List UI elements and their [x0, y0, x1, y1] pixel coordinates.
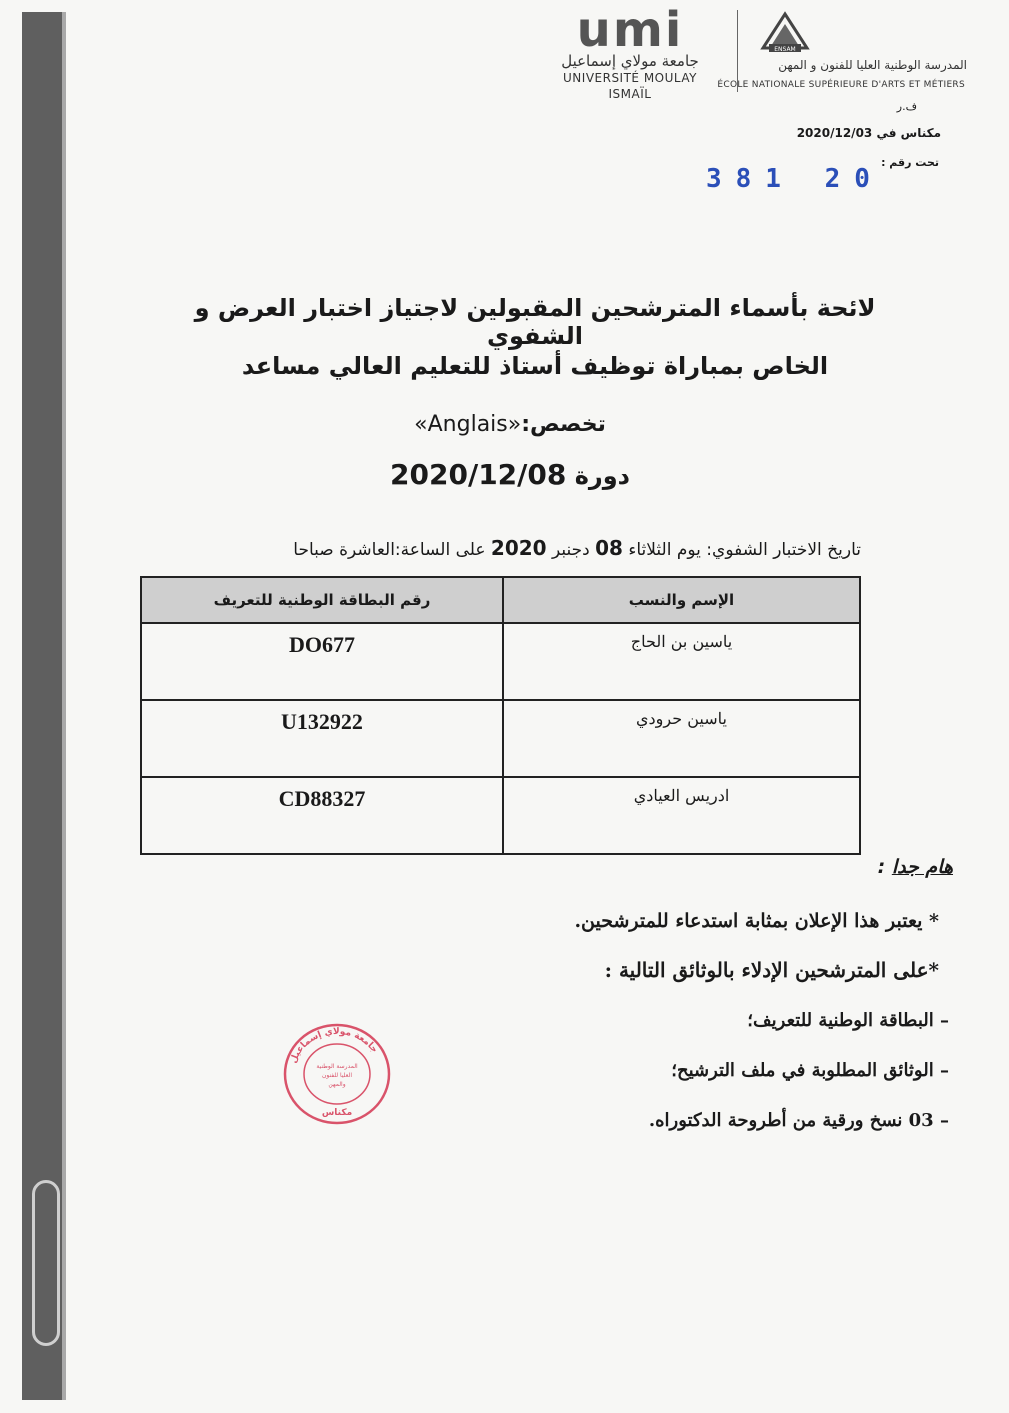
- umi-name-fr: UNIVERSITÉ MOULAY ISMAÏL: [563, 71, 697, 101]
- svg-text:جامعة مولاي إسماعيل: جامعة مولاي إسماعيل: [288, 1026, 380, 1065]
- document-title-line2: الخاص بمباراة توظيف أستاذ للتعليم العالي مساعد: [241, 352, 829, 380]
- required-document-item: – 03 نسخ ورقية من أطروحة الدكتوراه.: [648, 1110, 949, 1131]
- important-label: هام جدا: [891, 856, 953, 878]
- specialty: [300, 412, 720, 437]
- header-name: الإسم والنسب: [503, 577, 860, 623]
- svg-text:ENSAM: ENSAM: [774, 46, 796, 53]
- svg-text:والمهن: والمهن: [328, 1081, 346, 1088]
- name-cell: ادريس العيادي: [503, 777, 860, 854]
- note-convocation: * يعتبر هذا الإعلان بمثابة استدعاء للمترشحين.: [574, 910, 939, 932]
- reference-label: ف.ر: [896, 100, 917, 113]
- scan-binding-edge-inner: [62, 12, 66, 1400]
- specialty-label: تخصص:: [521, 412, 606, 437]
- session-label: دورة: [574, 462, 630, 490]
- oral-exam-year: 2020: [490, 536, 547, 560]
- required-document-item: – البطاقة الوطنية للتعريف؛: [747, 1010, 949, 1031]
- table-row: [141, 700, 860, 777]
- note-documents: *على المترشحين الإدلاء بالوثائق التالية :: [604, 958, 939, 982]
- umi-logo-mark: umi: [576, 2, 684, 58]
- name-cell: ياسين بن الحاج: [503, 623, 860, 700]
- oral-exam-info: [293, 536, 861, 560]
- date-value: 2020/12/03: [796, 126, 873, 140]
- table-header-row: [141, 577, 860, 623]
- document-title-line1: لائحة بأسماء المترشحين المقبولين لاجتياز اختبار العرض و الشفوي: [194, 294, 876, 350]
- ensam-emblem-icon: [755, 10, 815, 56]
- date-label: مكناس في: [876, 126, 941, 140]
- official-seal-stamp: [282, 1022, 392, 1126]
- svg-text:المدرسة الوطنية: المدرسة الوطنية: [316, 1063, 358, 1070]
- svg-text:العليا للفنون: العليا للفنون: [321, 1072, 353, 1079]
- ensam-logo: [717, 8, 985, 98]
- number-label: تحت رقم :: [881, 156, 939, 169]
- umi-logo: [540, 2, 720, 101]
- umi-name-ar: جامعة مولاي إسماعيل: [561, 52, 699, 70]
- oral-exam-month: دجنبر: [552, 540, 590, 560]
- important-suffix: :: [877, 856, 886, 878]
- required-document-item: – الوثائق المطلوبة في ملف الترشيح؛: [671, 1060, 949, 1081]
- oral-exam-time: على الساعة:العاشرة صباحا: [293, 540, 486, 560]
- cin-cell: DO677: [141, 623, 503, 700]
- header-cin: رقم البطاقة الوطنية للتعريف: [141, 577, 503, 623]
- session-date: 2020/12/08: [390, 458, 567, 491]
- candidates-table: [140, 576, 861, 855]
- specialty-value: «Anglais»: [414, 412, 522, 437]
- registration-stamp-number: 381 20: [706, 164, 884, 194]
- ensam-name-fr: ÉCOLE NATIONALE SUPÉRIEURE D'ARTS ET MÉTIERS: [717, 80, 965, 90]
- oral-exam-prefix: تاريخ الاختبار الشفوي: يوم الثلاثاء: [628, 540, 861, 560]
- scan-page-curl: [32, 1180, 60, 1346]
- letter-date: [797, 126, 941, 140]
- ensam-name-ar: المدرسة الوطنية العليا للفنون و المهن: [778, 58, 967, 72]
- cin-cell: CD88327: [141, 777, 503, 854]
- table-row: [141, 777, 860, 854]
- svg-text:مكناس: مكناس: [321, 1108, 353, 1118]
- cin-cell: U132922: [141, 700, 503, 777]
- name-cell: ياسين حرودي: [503, 700, 860, 777]
- important-heading: [878, 856, 953, 878]
- oral-exam-day: 08: [595, 536, 623, 560]
- session: [300, 458, 720, 491]
- table-row: [141, 623, 860, 700]
